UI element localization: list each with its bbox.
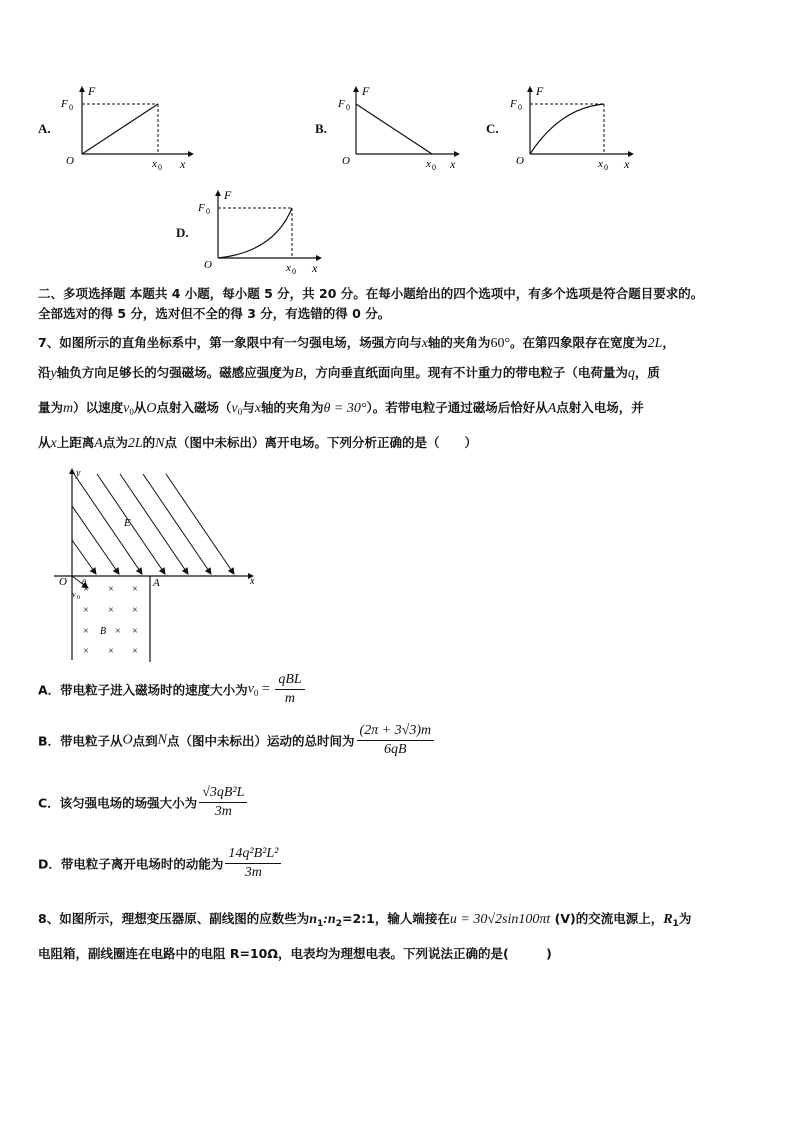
svg-text:x: x — [180, 157, 186, 170]
svg-text:O: O — [204, 259, 212, 271]
option-c-graph — [508, 84, 644, 170]
svg-text:F: F — [362, 84, 370, 98]
svg-text:0: 0 — [518, 103, 522, 112]
svg-text:×: × — [115, 626, 121, 637]
q7-option-b[interactable]: B．带电粒子从O点到N点（图中未标出）运动的总时间为 $\frac{(2\pi + 3√3)m}{6qB}$ — [38, 723, 436, 758]
svg-text:×: × — [132, 605, 138, 616]
svg-text:×: × — [108, 584, 114, 595]
svg-text:x: x — [312, 261, 318, 274]
option-c-letter: C. — [486, 121, 499, 136]
svg-text:F: F — [198, 202, 205, 214]
svg-text:O: O — [342, 155, 350, 167]
option-b-letter: B. — [315, 121, 327, 136]
section-2-instructions-line2: 全部选对的得 5 分，选对但不全的得 3 分，有选错的得 0 分。 — [38, 306, 391, 321]
q7-line3: 量为m）以速度$v_0$从O点射入磁场（$v_0$与x轴的夹角为θ = 30°）。若带电粒子通过磁场后恰好从A点射入电场，并 — [38, 400, 644, 417]
option-c-curve — [530, 104, 604, 154]
svg-text:x: x — [286, 262, 291, 274]
svg-text:A: A — [153, 577, 160, 589]
q7-line1: 7、如图所示的直角坐标系中，第一象限中有一匀强电场，场强方向与x轴的夹角为60°。在第四象限存在宽度为2L， — [38, 335, 675, 351]
svg-text:×: × — [83, 646, 89, 657]
svg-text:O: O — [66, 155, 74, 167]
svg-text:0: 0 — [432, 163, 436, 170]
svg-text:x: x — [598, 158, 603, 170]
svg-text:v: v — [72, 590, 76, 599]
svg-text:x: x — [450, 157, 456, 170]
svg-text:×: × — [108, 646, 114, 657]
svg-text:F: F — [338, 98, 345, 110]
q8-line1: 8、如图所示，理想变压器原、副线图的应数些为$n_1:n_2=2:1$，输人端接在u = 30√2sin100πt (V)的交流电源上，$R_1$为 — [38, 911, 692, 929]
axis-f: F — [88, 84, 96, 98]
svg-text:×: × — [83, 584, 89, 595]
svg-text:×: × — [132, 646, 138, 657]
svg-text:x: x — [624, 157, 630, 170]
electric-field-lines — [72, 474, 234, 574]
svg-text:0: 0 — [77, 595, 80, 601]
svg-text:×: × — [83, 626, 89, 637]
q7-field-diagram — [52, 464, 264, 664]
svg-text:×: × — [108, 605, 114, 616]
option-a-graph — [58, 84, 198, 170]
svg-text:x: x — [250, 576, 255, 587]
svg-text:0: 0 — [346, 103, 350, 112]
svg-text:B: B — [100, 626, 107, 637]
svg-text:×: × — [132, 584, 138, 595]
magnetic-field-crosses — [83, 584, 138, 657]
svg-text:F: F — [61, 98, 68, 110]
svg-text:O: O — [59, 576, 67, 588]
svg-text:×: × — [83, 605, 89, 616]
q7-option-a[interactable]: A．带电粒子进入磁场时的速度大小为$v_0$ = $\frac{\text{qBL}}{m}$ — [38, 672, 307, 707]
option-b-curve — [356, 104, 432, 154]
svg-text:×: × — [132, 626, 138, 637]
svg-text:x: x — [152, 158, 157, 170]
svg-text:0: 0 — [604, 163, 608, 170]
svg-text:y: y — [76, 468, 81, 479]
svg-text:θ: θ — [82, 578, 86, 587]
q8-line2: 电阻箱，副线圈连在电路中的电阻 R=10Ω，电表均为理想电表。下列说法正确的是( ) — [38, 946, 552, 961]
q7-line2: 沿y轴负方向足够长的匀强磁场。磁感应强度为B，方向垂直纸面向里。现有不计重力的带电粒子（电荷量为q，质 — [38, 365, 660, 381]
svg-text:F: F — [510, 98, 517, 110]
svg-text:F: F — [224, 188, 232, 202]
svg-text:0: 0 — [292, 267, 296, 274]
option-a-letter: A. — [38, 121, 51, 136]
option-d-graph — [196, 188, 336, 274]
svg-text:0: 0 — [69, 103, 73, 112]
svg-text:F: F — [536, 84, 544, 98]
option-d-curve — [218, 208, 292, 258]
option-d-letter: D. — [176, 225, 189, 240]
option-a-curve — [82, 104, 158, 154]
svg-text:x: x — [426, 158, 431, 170]
option-b-graph — [336, 84, 476, 170]
svg-text:O: O — [516, 155, 524, 167]
svg-text:0: 0 — [206, 207, 210, 216]
svg-text:E: E — [124, 517, 131, 529]
svg-text:0: 0 — [158, 163, 162, 170]
q7-option-d[interactable]: D．带电粒子离开电场时的动能为 $\frac{\text{14q²B²L²}}{3m}$ — [38, 846, 283, 881]
q7-line4: 从x上距离A点为2L的N点（图中未标出）离开电场。下列分析正确的是（ ） — [38, 435, 477, 451]
section-2-instructions-line1: 二、多项选择题 本题共 4 小题，每小题 5 分，共 20 分。在每小题给出的四个选项中，有多个选项是符合题目要求的。 — [38, 286, 704, 301]
q7-option-c[interactable]: C．该匀强电场的场强大小为 $\frac{\text{√3qB²L}}{3m}$ — [38, 785, 249, 820]
